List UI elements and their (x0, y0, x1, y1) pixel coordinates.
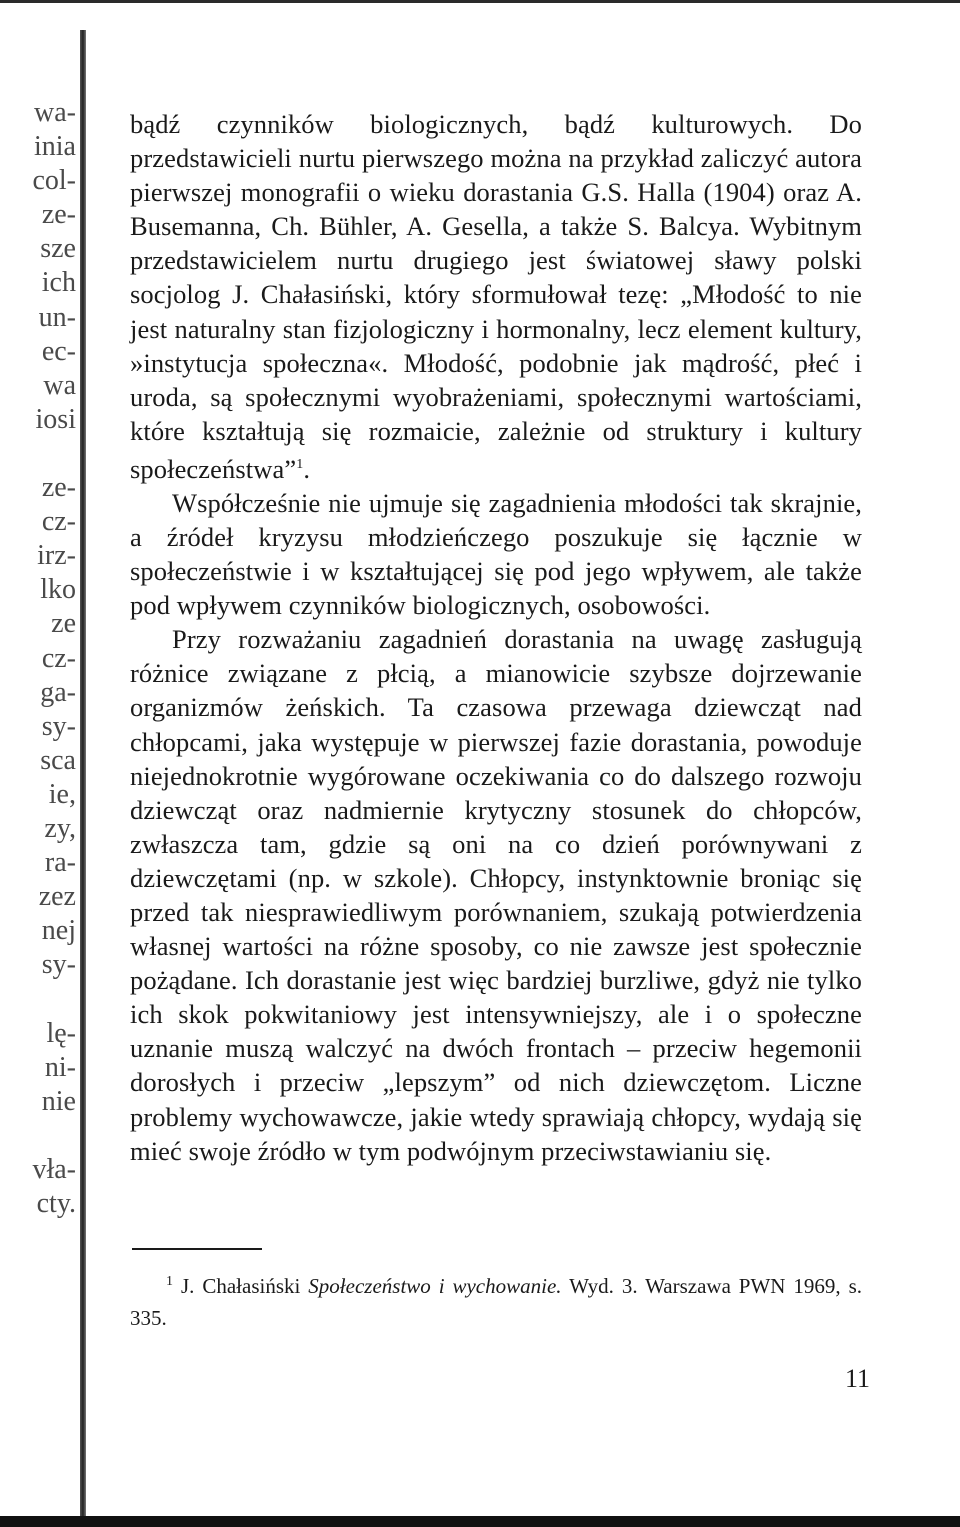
paragraph-2: Współcześnie nie ujmuje się zagadnienia młodości tak skrajnie, a źródeł kryzysu młodzieńczego poszukuje się łącznie w społeczeństwie i w kształtującej się pod jego wpływem, ale także pod wpływem czynników biologicznych, osobowości. (130, 487, 862, 621)
facing-page-fragment (0, 982, 76, 1016)
facing-page-fragment: cz- (41, 642, 76, 674)
book-gutter-shadow (80, 30, 86, 1516)
facing-page-fragment: sca (40, 744, 76, 776)
footnote-mark: 1 (166, 1274, 173, 1289)
facing-page-fragment: wa (43, 369, 76, 401)
paragraph-1 (130, 107, 862, 486)
facing-page-fragment: zez (38, 881, 76, 913)
facing-page-fragment: irz- (37, 540, 76, 572)
facing-page-fragment: vła- (32, 1153, 76, 1185)
facing-page-fragment: ze- (41, 472, 76, 504)
facing-page-fragment: ze (51, 608, 76, 640)
facing-page-fragment (0, 1119, 76, 1153)
facing-page-fragment: inia (34, 131, 76, 163)
footnote-separator (132, 1248, 262, 1250)
facing-page-fragment: sy- (41, 710, 76, 742)
facing-page-fragment: ra- (44, 847, 76, 879)
facing-page-fragment: ich (41, 267, 76, 299)
facing-page-fragment: sze (40, 233, 76, 265)
main-body-text (130, 107, 862, 1168)
facing-page-fragment: ni- (44, 1051, 76, 1083)
facing-page-fragment: cty. (36, 1188, 76, 1219)
facing-page-fragment: col- (32, 165, 76, 197)
facing-page-fragment: nie (41, 1085, 76, 1117)
facing-page-fragments (0, 96, 76, 1221)
facing-page-fragment: wa- (34, 97, 76, 128)
paragraph-3: Przy rozważaniu zagadnień dorastania na uwagę zasługują różnice związane z płcią, a mianowicie szybsze dojrzewanie organizmów żeńskich. Ta czasowa przewaga dziewcząt nad chłopcami, jaka występuje w pierwszej fazie dorastania, powoduje niejednokrotnie wygórowane oczekiwania co do dalszego rozwoju dziewcząt oraz nadmiernie krytyczny stosunek do chłopców, zwłaszcza tam, gdzie są oni na co dzień porównywani z dziewczętami (np. w szkole). Chłopcy, instynktownie broniąc się przed tak niesprawiedliwym porównaniem, szukają potwierdzenia własnej wartości na różne sposoby, co nie zawsze jest społecznie pożądane. Ich dorastanie jest więc bardziej burzliwe, gdyż nie tylko ich skok pokwitaniowy jest intensywniejszy, ale i o społeczne uznanie muszą walczyć na dwóch frontach – przeciw hegemonii dorosłych i przeciw „lepszym” od nich dziewczętom. Liczne problemy wychowawcze, jakie wtedy sprawiają chłopcy, wydają się mieć swoje źródło w tym podwójnym przeciwstawianiu się. (130, 624, 862, 1166)
facing-page-fragment: ga- (40, 676, 76, 708)
facing-page-fragment: sy- (41, 949, 76, 981)
facing-page-fragment (0, 437, 76, 471)
footnote-title: Społeczeństwo i wychowanie. (308, 1274, 562, 1298)
facing-page-fragment: ec- (41, 335, 76, 367)
page-number: 11 (844, 1364, 870, 1393)
paragraph-1-tail: . (303, 453, 311, 484)
facing-page-fragment: ze- (41, 199, 76, 231)
facing-page-fragment: cz- (41, 506, 76, 538)
bottom-edge-rule (0, 1516, 960, 1527)
paragraph-1-text: bądź czynników biologicznych, bądź kulturowych. Do przedstawicieli nurtu pierwszego można na przykład zaliczyć autora pierwszej monografii o wieku dorastania G.S. Halla (1904) oraz A. Busemanna, Ch. Bühler, A. Gesella, a także S. Balcya. Wybitnym przedstawicielem nurtu drugiego jest światowej sławy polski socjolog J. Chałasiński, który sformułował tezę: „Młodość to nie jest naturalny stan fizjologiczny i hormonalny, lecz element kultury, »instytucja społeczna«. Młodość, podobnie jak mądrość, płeć i uroda, są społecznymi wyobrażeniami, społecznymi wartościami, które kształtują się rozmaicie, zależnie od struktury i kultury społeczeństwa” (130, 109, 862, 484)
facing-page-fragment: iosi (35, 403, 76, 435)
facing-page-fragment: zy, (44, 812, 76, 844)
top-edge-rule (0, 0, 960, 3)
facing-page-fragment: lę- (46, 1017, 76, 1049)
footnote (130, 1266, 862, 1334)
footnote-reference: 1 (296, 456, 304, 472)
facing-page-fragment: lko (40, 574, 76, 606)
footnote-details: Wyd. 3. Warszawa PWN 1969, s. 335. (130, 1274, 863, 1330)
facing-page-fragment: un- (38, 301, 76, 333)
footnote-author: J. Chałasiński (181, 1274, 301, 1298)
facing-page-fragment: ie, (48, 778, 76, 810)
facing-page-fragment: nej (41, 915, 76, 947)
